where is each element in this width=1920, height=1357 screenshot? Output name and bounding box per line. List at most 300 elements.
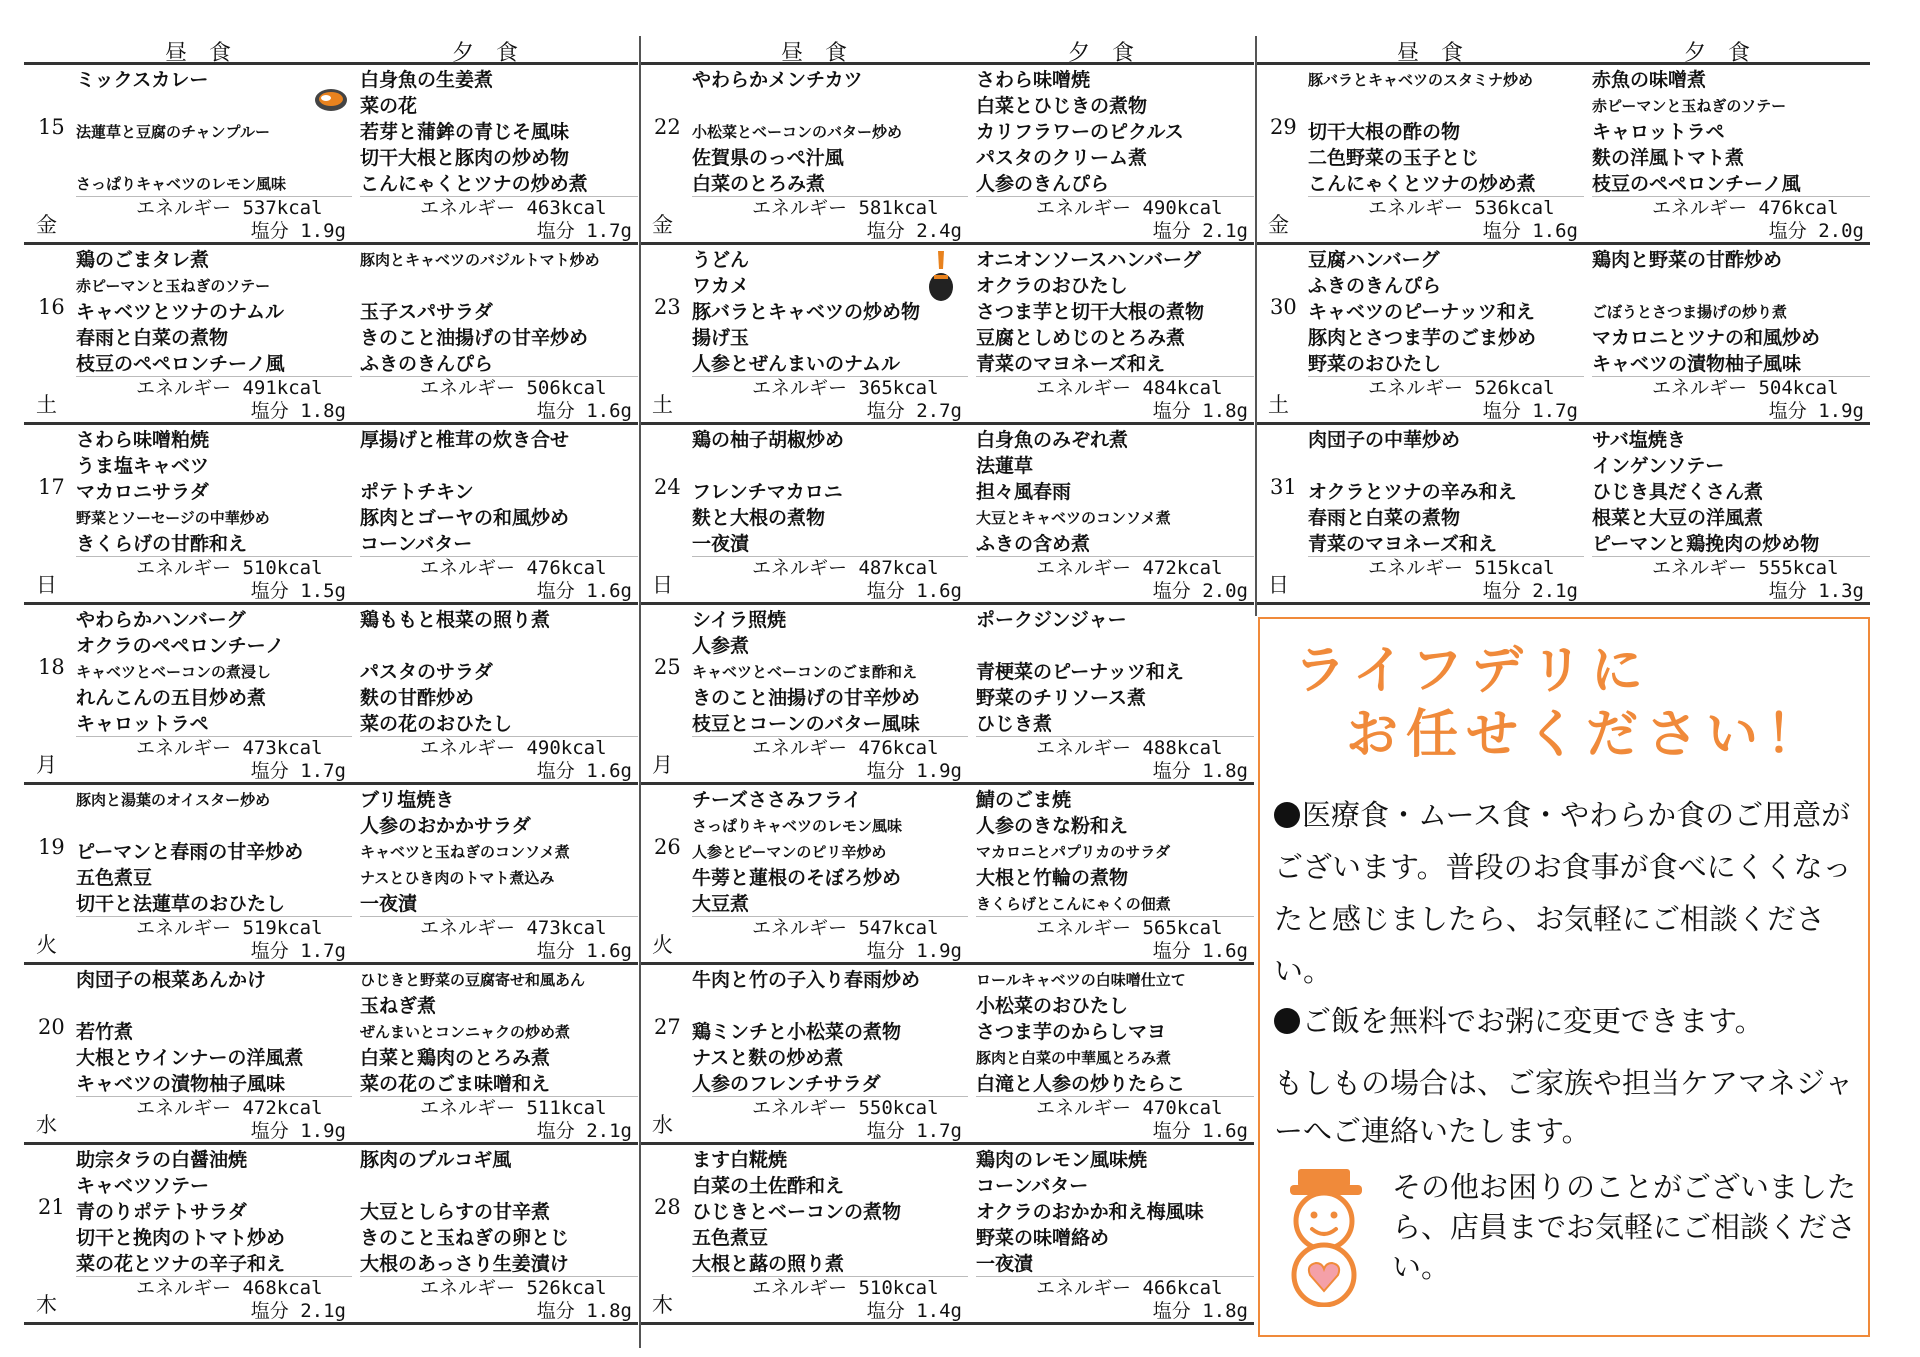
day-number: 31 [1270, 475, 1297, 499]
dish-item: 豆腐としめじのとろみ煮 [976, 327, 1186, 349]
energy-value: エネルギー 484kcal [1036, 377, 1223, 399]
dish-item: 人参のきな粉和え [976, 815, 1129, 837]
dish-item [692, 993, 968, 1019]
dish-item: さわら味噌焼 [976, 69, 1091, 91]
day-cell [640, 65, 1254, 245]
day-cell [24, 605, 638, 785]
dish-item: ブリ塩焼き [360, 789, 455, 811]
lunch-nutrition [692, 916, 968, 963]
weekday: 日 [652, 573, 673, 597]
salt-value: 塩分 1.9g [1768, 400, 1864, 422]
dinner-nutrition [1592, 556, 1870, 603]
dish-item: 菜の花のおひたし [360, 713, 513, 735]
weekday: 日 [1268, 573, 1289, 597]
salt-value: 塩分 1.6g [1152, 1120, 1248, 1142]
dish-item [1308, 453, 1584, 479]
dish-item: 大根と竹輪の煮物 [976, 867, 1129, 889]
weekday: 木 [652, 1293, 673, 1317]
dish-item: キャベツと玉ねぎのコンソメ煮 [360, 843, 570, 861]
dish-item: キャロットラペ [76, 713, 209, 735]
energy-value: エネルギー 537kcal [136, 197, 323, 219]
energy-value: エネルギー 536kcal [1368, 197, 1555, 219]
day-number: 29 [1270, 115, 1297, 139]
day-number: 21 [38, 1195, 65, 1219]
dinner-nutrition [1592, 376, 1870, 423]
dish-item: 豆腐ハンバーグ [1308, 249, 1440, 271]
dish-item: 大根と蕗の照り煮 [692, 1253, 845, 1275]
dinner-nutrition [1592, 196, 1870, 243]
dish-item [76, 813, 352, 839]
salt-value: 塩分 2.1g [536, 1120, 632, 1142]
salt-value: 塩分 1.6g [536, 760, 632, 782]
dish-item: ワカメ [692, 275, 750, 297]
day-number: 16 [38, 295, 65, 319]
dish-item: やわらかメンチカツ [692, 69, 863, 91]
dish-item: サバ塩焼き [1592, 429, 1686, 451]
dish-item: 玉ねぎ煮 [360, 995, 437, 1017]
salt-value: 塩分 1.5g [250, 580, 346, 602]
dish-item: 大根のあっさり生姜漬け [360, 1253, 569, 1275]
dish-item: ぜんまいとコンニャクの炒め煮 [360, 1023, 571, 1041]
dish-item: マカロニとパプリカのサラダ [976, 843, 1171, 861]
weekday: 金 [1268, 213, 1289, 237]
day-cell [24, 785, 638, 965]
weekday: 水 [36, 1113, 57, 1137]
day-number: 18 [38, 655, 65, 679]
energy-value: エネルギー 510kcal [136, 557, 323, 579]
dish-item: 春雨と白菜の煮物 [1308, 507, 1461, 529]
dish-item: 人参とピーマンのピリ辛炒め [692, 843, 887, 861]
dish-item: パスタのサラダ [360, 661, 493, 683]
lunch-nutrition [76, 916, 352, 963]
dish-item: きのこと玉ねぎの卵とじ [360, 1227, 570, 1249]
dish-item: 人参のきんぴら [976, 173, 1110, 195]
salt-value: 塩分 2.0g [1152, 580, 1248, 602]
dish-item: さつま芋のからしマヨ [976, 1021, 1167, 1043]
column-header [640, 36, 1254, 65]
dish-item: 人参とぜんまいのナムル [692, 353, 901, 375]
dish-item [76, 145, 352, 171]
column-header [1256, 36, 1870, 65]
dish-item: 麩の洋風トマト煮 [1592, 147, 1745, 169]
salt-value: 塩分 1.7g [866, 1120, 962, 1142]
energy-value: エネルギー 472kcal [1036, 557, 1223, 579]
salt-value: 塩分 1.4g [866, 1300, 962, 1322]
dish-item [692, 453, 968, 479]
day-cell [640, 1145, 1254, 1325]
energy-value: エネルギー 565kcal [1036, 917, 1223, 939]
dish-item: 豚バラとキャベツの炒め物 [692, 301, 921, 323]
dish-item [1308, 93, 1584, 119]
dish-item: 大根とウインナーの洋風煮 [76, 1047, 304, 1069]
dish-item: 小松菜のおひたし [976, 995, 1129, 1017]
energy-value: エネルギー 491kcal [136, 377, 323, 399]
dinner-nutrition [360, 916, 638, 963]
dish-item: 春雨と白菜の煮物 [76, 327, 229, 349]
dish-item: 鶏肉と野菜の甘酢炒め [1592, 249, 1783, 271]
day-number: 15 [38, 115, 65, 139]
salt-value: 塩分 1.7g [536, 220, 632, 242]
salt-value: 塩分 2.4g [866, 220, 962, 242]
bullet-icon [1274, 802, 1300, 828]
weekday: 土 [1268, 393, 1289, 417]
dish-item: 切干大根と豚肉の炒め物 [360, 147, 570, 169]
dish-item: 赤ピーマンと玉ねぎのソテー [1592, 97, 1787, 115]
dish-item [76, 993, 352, 1019]
dish-item: ひじきとベーコンの煮物 [692, 1201, 902, 1223]
dish-item: うどん [692, 249, 750, 271]
contact-text: その他お困りのことがございましたら、店員までお気軽にご相談ください。 [1392, 1170, 1857, 1284]
dish-item: 若竹煮 [76, 1021, 134, 1043]
energy-value: エネルギー 510kcal [752, 1277, 939, 1299]
dinner-nutrition [976, 196, 1254, 243]
weekday: 土 [36, 393, 57, 417]
lunch-nutrition [692, 1276, 968, 1323]
day-list [24, 65, 638, 1325]
dish-item: ロールキャベツの白味噌仕立て [976, 971, 1186, 989]
dish-item: キャベツの漬物柚子風味 [76, 1073, 286, 1095]
promo-title [1294, 639, 1826, 767]
dish-item: 牛肉と竹の子入り春雨炒め [692, 969, 921, 991]
dinner-nutrition [976, 1276, 1254, 1323]
dish-item: 枝豆のペペロンチーノ風 [76, 353, 285, 375]
dish-item [976, 633, 1254, 659]
energy-value: エネルギー 487kcal [752, 557, 939, 579]
energy-value: エネルギー 466kcal [1036, 1277, 1223, 1299]
dinner-header: 夕食 [451, 41, 540, 66]
dish-item: 切干大根の酢の物 [1308, 121, 1461, 143]
energy-value: エネルギー 365kcal [752, 377, 939, 399]
dish-item: ピーマンと鶏挽肉の炒め物 [1592, 533, 1820, 555]
energy-value: エネルギー 506kcal [420, 377, 607, 399]
dish-item: 法蓮草 [976, 455, 1034, 477]
lunch-nutrition [692, 736, 968, 783]
dish-item: キャベツソテー [76, 1175, 210, 1197]
dish-item: さっぱりキャベツのレモン風味 [76, 175, 287, 193]
dish-item: 野菜のおひたし [1308, 353, 1442, 375]
salt-value: 塩分 1.8g [536, 1300, 632, 1322]
dish-item: さわら味噌粕焼 [76, 429, 210, 451]
dish-item: キャロットラペ [1592, 121, 1725, 143]
day-cell [24, 965, 638, 1145]
dish-item: オクラのおひたし [976, 275, 1128, 297]
dish-item: ひじき具だくさん煮 [1592, 481, 1764, 503]
dish-item: 野菜の味噌絡め [976, 1227, 1110, 1249]
dish-item: 野菜のチリソース煮 [976, 687, 1147, 709]
dinner-nutrition [360, 556, 638, 603]
info-paragraph-2 [1274, 995, 1854, 1047]
salt-value: 塩分 1.8g [1152, 760, 1248, 782]
column-header [24, 36, 638, 65]
dish-item: オクラのおかか和え梅風味 [976, 1201, 1204, 1223]
weekday: 木 [36, 1293, 57, 1317]
dish-item: オクラのペペロンチーノ [76, 635, 285, 657]
day-cell [24, 65, 638, 245]
weekday: 月 [652, 753, 673, 777]
dish-item: 白菜とひじきの煮物 [976, 95, 1148, 117]
dish-item: 枝豆のペペロンチーノ風 [1592, 173, 1801, 195]
energy-value: エネルギー 515kcal [1368, 557, 1555, 579]
dish-item: 豚肉とさつま芋のごま炒め [1308, 327, 1537, 349]
lunch-header: 昼食 [1396, 41, 1485, 66]
energy-value: エネルギー 476kcal [1652, 197, 1839, 219]
info-text-2: ご飯を無料でお粥に変更できます。 [1302, 1004, 1764, 1038]
dinner-nutrition [360, 1096, 638, 1143]
menu-column-1 [24, 36, 638, 1325]
weekday: 火 [652, 933, 673, 957]
menu-column-3 [1256, 36, 1870, 605]
dish-item: 青梗菜のピーナッツ和え [976, 661, 1184, 683]
lunch-header: 昼食 [780, 41, 869, 66]
day-cell [640, 605, 1254, 785]
salt-value: 塩分 1.6g [1482, 220, 1578, 242]
dish-item: キャベツの漬物柚子風味 [1592, 353, 1802, 375]
dinner-nutrition [360, 196, 638, 243]
dish-item: 大豆とキャベツのコンソメ煮 [976, 509, 1171, 527]
lunch-nutrition [692, 376, 968, 423]
salt-value: 塩分 1.6g [536, 400, 632, 422]
dish-item: 豚肉とゴーヤの和風炒め [360, 507, 570, 529]
dish-item: ピーマンと春雨の甘辛炒め [76, 841, 304, 863]
promo-title-line2: お任せください！ [1346, 705, 1827, 765]
dish-item: 豚肉と白菜の中華風とろみ煮 [976, 1049, 1172, 1067]
salt-value: 塩分 1.7g [1482, 400, 1578, 422]
dish-item: ふきの含め煮 [976, 533, 1091, 555]
dish-item: 大豆としらすの甘辛煮 [360, 1201, 551, 1223]
dish-item: さっぱりキャベツのレモン風味 [692, 817, 903, 835]
dish-item: 白菜と鶏肉のとろみ煮 [360, 1047, 551, 1069]
energy-value: エネルギー 473kcal [420, 917, 607, 939]
dish-item: 人参煮 [692, 635, 750, 657]
salt-value: 塩分 2.0g [1768, 220, 1864, 242]
info-text-1: 医療食・ムース食・やわらか食のご用意がございます。普段のお食事が食べにくくなったと感じましたら、お気軽にご相談ください。 [1274, 798, 1852, 988]
day-list [640, 65, 1254, 1325]
dish-item: パスタのクリーム煮 [976, 147, 1148, 169]
dish-item: 赤魚の味噌煮 [1592, 69, 1707, 91]
dish-item: キャベツとベーコンの煮浸し [76, 663, 272, 681]
dish-item: 五色煮豆 [692, 1227, 769, 1249]
dish-item: 枝豆とコーンのバター風味 [692, 713, 920, 735]
day-number: 23 [654, 295, 681, 319]
day-number: 17 [38, 475, 65, 499]
salt-value: 塩分 1.3g [1768, 580, 1864, 602]
dish-item: キャベツとベーコンのごま酢和え [692, 663, 918, 681]
dish-item [692, 93, 968, 119]
dinner-nutrition [976, 556, 1254, 603]
day-cell [640, 245, 1254, 425]
dish-item: コーンバター [976, 1175, 1089, 1197]
energy-value: エネルギー 511kcal [420, 1097, 607, 1119]
dish-item: オニオンソースハンバーグ [976, 249, 1201, 271]
energy-value: エネルギー 473kcal [136, 737, 323, 759]
salt-value: 塩分 1.8g [250, 400, 346, 422]
curry-icon [314, 87, 348, 113]
salt-value: 塩分 1.8g [1152, 1300, 1248, 1322]
dish-item: きのこと油揚げの甘辛炒め [360, 327, 589, 349]
lunch-header: 昼食 [164, 41, 253, 66]
weekday: 金 [652, 213, 673, 237]
dish-item: 佐賀県のっぺ汁風 [692, 147, 844, 169]
dish-item: 麩と大根の煮物 [692, 507, 826, 529]
dish-item: 人参のフレンチサラダ [692, 1073, 881, 1095]
dinner-header: 夕食 [1067, 41, 1156, 66]
dinner-nutrition [976, 1096, 1254, 1143]
dish-item [1592, 273, 1870, 299]
day-cell [640, 965, 1254, 1145]
dish-item: 担々風春雨 [976, 481, 1072, 503]
dish-item: ます白糀焼 [692, 1149, 788, 1171]
dish-item: フレンチマカロニ [692, 481, 843, 503]
lunch-nutrition [1308, 376, 1584, 423]
dish-item: やわらかハンバーグ [76, 609, 246, 631]
dish-item: 白身魚のみぞれ煮 [976, 429, 1129, 451]
dish-item: 揚げ玉 [692, 327, 750, 349]
dish-item: 鶏の柚子胡椒炒め [692, 429, 845, 451]
dish-item: ごぼうとさつま揚げの炒り煮 [1592, 303, 1788, 321]
dish-item: ナスと麩の炒め煮 [692, 1047, 844, 1069]
dish-item: ひじき煮 [976, 713, 1053, 735]
dish-item: さつま芋と切干大根の煮物 [976, 301, 1205, 323]
promo-box [1258, 617, 1870, 1337]
dish-item: 菜の花 [360, 95, 418, 117]
day-cell [24, 1145, 638, 1325]
energy-value: エネルギー 490kcal [1036, 197, 1223, 219]
dish-item: 菜の花とツナの辛子和え [76, 1253, 286, 1275]
dish-item: 青のりポテトサラダ [76, 1201, 247, 1223]
salt-value: 塩分 1.9g [250, 1120, 346, 1142]
snowman-mascot-icon [1276, 1167, 1376, 1307]
lunch-nutrition [692, 1096, 968, 1143]
salt-value: 塩分 1.9g [866, 940, 962, 962]
dinner-nutrition [360, 736, 638, 783]
menu-column-2 [640, 36, 1254, 1325]
dish-item: キャベツとツナのナムル [76, 301, 285, 323]
lunch-nutrition [1308, 196, 1584, 243]
day-cell [1256, 425, 1870, 605]
dish-item: チーズささみフライ [692, 789, 862, 811]
day-number: 27 [654, 1015, 681, 1039]
energy-value: エネルギー 468kcal [136, 1277, 323, 1299]
promo-title-line1: ライフデリに [1294, 641, 1651, 701]
dish-item: 豚肉とキャベツのバジルトマト炒め [360, 251, 600, 269]
dish-item: ふきのきんぴら [360, 353, 494, 375]
salt-value: 塩分 1.7g [250, 940, 346, 962]
salt-value: 塩分 1.6g [536, 940, 632, 962]
dish-item: 野菜とソーセージの中華炒め [76, 509, 270, 527]
bullet-icon [1274, 1008, 1300, 1034]
dish-item: ひじきと野菜の豆腐寄せ和風あん [360, 971, 586, 989]
weekday: 金 [36, 213, 57, 237]
dish-item: きくらげの甘酢和え [76, 533, 248, 555]
dish-item: オクラとツナの辛み和え [1308, 481, 1517, 503]
lunch-nutrition [76, 556, 352, 603]
energy-value: エネルギー 555kcal [1652, 557, 1839, 579]
lunch-nutrition [76, 1276, 352, 1323]
dish-item: 法蓮草と豆腐のチャンプルー [76, 123, 270, 141]
dish-item: 鶏のごまタレ煮 [76, 249, 210, 271]
energy-value: エネルギー 472kcal [136, 1097, 323, 1119]
dish-item: 厚揚げと椎茸の炊き合せ [360, 429, 570, 451]
dish-item: ポークジンジャー [976, 609, 1127, 631]
dish-item: ミックスカレー [76, 69, 209, 91]
dish-item: 一夜漬 [976, 1253, 1034, 1275]
day-number: 20 [38, 1015, 65, 1039]
day-cell [24, 245, 638, 425]
dish-item: 二色野菜の玉子とじ [1308, 147, 1480, 169]
dish-item: 青菜のマヨネーズ和え [976, 353, 1166, 375]
dish-item [360, 273, 638, 299]
dish-item: 青菜のマヨネーズ和え [1308, 533, 1498, 555]
day-cell [24, 425, 638, 605]
info-paragraph-1 [1274, 789, 1854, 997]
dish-item: 大豆煮 [692, 893, 750, 915]
weekday: 土 [652, 393, 673, 417]
dish-item: ポテトチキン [360, 481, 474, 503]
dish-item: 白菜のとろみ煮 [692, 173, 826, 195]
dish-item: 鶏ももと根菜の照り煮 [360, 609, 551, 631]
dish-item: 助宗タラの白醤油焼 [76, 1149, 248, 1171]
dish-item: マカロニとツナの和風炒め [1592, 327, 1821, 349]
dish-item: 人参のおかかサラダ [360, 815, 531, 837]
energy-value: エネルギー 463kcal [420, 197, 607, 219]
energy-value: エネルギー 488kcal [1036, 737, 1223, 759]
salt-value: 塩分 2.1g [1152, 220, 1248, 242]
dish-item: コーンバター [360, 533, 473, 555]
dish-item: 白身魚の生姜煮 [360, 69, 494, 91]
dish-item: れんこんの五目炒め煮 [76, 687, 267, 709]
info-paragraph-3 [1274, 1059, 1854, 1155]
dish-item: 五色煮豆 [76, 867, 153, 889]
dish-item: 豚肉のプルコギ風 [360, 1149, 512, 1171]
dish-item [76, 93, 352, 119]
energy-value: エネルギー 526kcal [1368, 377, 1555, 399]
day-number: 22 [654, 115, 681, 139]
dinner-nutrition [976, 376, 1254, 423]
salt-value: 塩分 1.7g [250, 760, 346, 782]
energy-value: エネルギー 519kcal [136, 917, 323, 939]
dish-item: マカロニサラダ [76, 481, 209, 503]
dish-item: 菜の花のごま味噌和え [360, 1073, 551, 1095]
day-cell [640, 785, 1254, 965]
dinner-nutrition [976, 916, 1254, 963]
dish-item: 玉子スパサラダ [360, 301, 493, 323]
salt-value: 塩分 1.8g [1152, 400, 1248, 422]
dinner-nutrition [360, 1276, 638, 1323]
energy-value: エネルギー 470kcal [1036, 1097, 1223, 1119]
day-cell [640, 425, 1254, 605]
dish-item: 麩の甘酢炒め [360, 687, 475, 709]
salt-value: 塩分 2.1g [250, 1300, 346, 1322]
column-divider [639, 36, 641, 1348]
lunch-nutrition [76, 376, 352, 423]
dish-item: キャベツのピーナッツ和え [1308, 301, 1535, 323]
udon-icon [926, 249, 956, 305]
dish-item: 赤ピーマンと玉ねぎのソテー [76, 277, 271, 295]
dish-item: 若芽と蒲鉾の青じそ風味 [360, 121, 570, 143]
day-number: 30 [1270, 295, 1297, 319]
lunch-nutrition [76, 1096, 352, 1143]
day-cell [1256, 65, 1870, 245]
salt-value: 塩分 1.9g [866, 760, 962, 782]
weekday: 火 [36, 933, 57, 957]
column-divider [1255, 36, 1257, 616]
dish-item: こんにゃくとツナの炒め煮 [360, 173, 588, 195]
dish-item: 豚バラとキャベツのスタミナ炒め [1308, 71, 1534, 89]
lunch-nutrition [76, 736, 352, 783]
dish-item [360, 1173, 638, 1199]
dinner-nutrition [360, 376, 638, 423]
dish-item: 肉団子の根菜あんかけ [76, 969, 267, 991]
